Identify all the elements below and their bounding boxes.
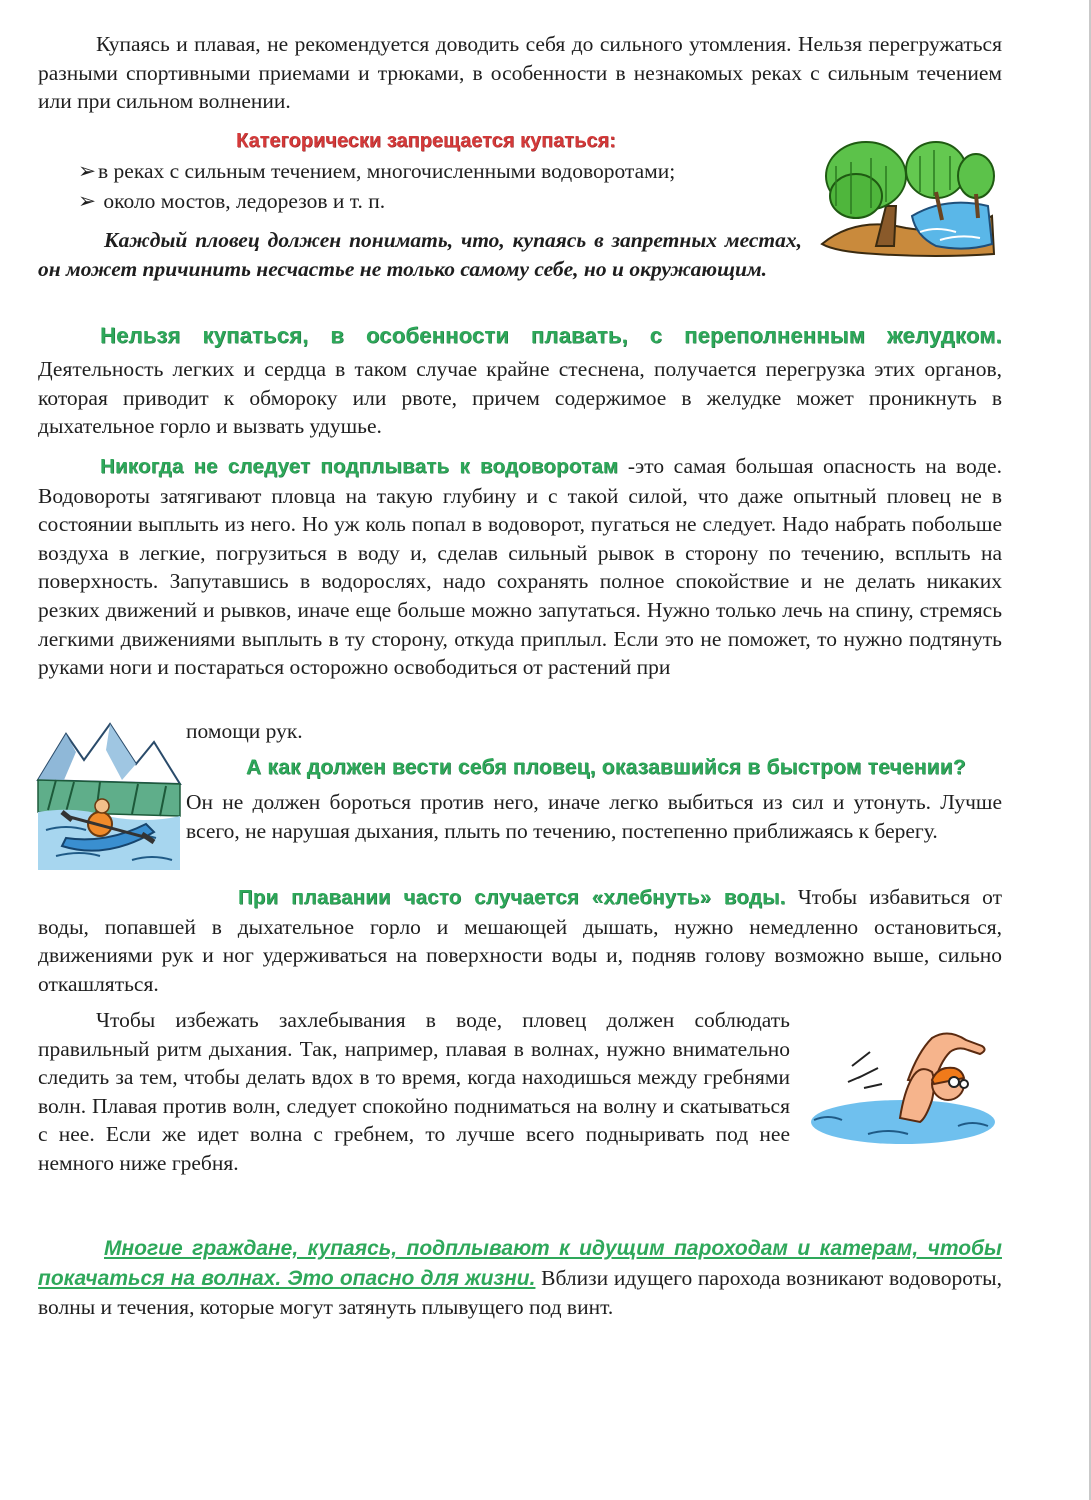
choke-heading: При плавании часто случается «хлебнуть» воды. xyxy=(238,886,786,909)
arrow-bullet-icon: ➢ xyxy=(78,159,97,183)
intro-paragraph: Купаясь и плавая, не рекомендуется доводить себя до сильного утомления. Нельзя перегружаться разными спортивными приемами и трюками, в особенности в незнакомых реках с сильным течением или при сильном волнении. xyxy=(38,32,1002,114)
arrow-bullet-icon: ➢ xyxy=(78,189,97,213)
stomach-paragraph: Деятельность легких и сердца в таком случае крайне стеснена, получается перегрузка этих органов, которая приводит к обмороку или рвоте, причем содержимое в желудке может проникнуть в дыхательное горло и вызвать удушье. xyxy=(38,357,1002,439)
whirlpool-tail: помощи рук. xyxy=(186,719,303,743)
current-paragraph: Он не должен бороться против него, иначе легко выбиться из сил и утонуть. Лучше всего, не нарушая дыхания, плыть по течению, постепенно приближаясь к берегу. xyxy=(186,790,1002,843)
swimmer-illustration xyxy=(808,1022,998,1148)
whirlpool-paragraph xyxy=(38,452,1002,682)
ships-paragraph xyxy=(38,1234,1002,1322)
whirlpool-heading: Никогда не следует подплывать к водоворотам xyxy=(100,455,619,478)
breathing-paragraph: Чтобы избежать захлебывания в воде, пловец должен соблюдать правильный ритм дыхания. Так, например, плавая в волнах, нужно внимательно следить за тем, чтобы делать вдох в то время, когда находишься между гребнями волн. Плавая против волн, следует спокойно подниматься на волну и скатываться с нее. Если же идет волна с гребнем, то лучше всего подныривать под нее немного ниже гребня. xyxy=(38,1008,790,1175)
kayak-in-mountains-illustration xyxy=(36,720,182,874)
ships-text: Вблизи идущего парохода возникают водовороты, волны и течения, которые могут затянуть плывущего под винт. xyxy=(38,1265,1002,1320)
choke-paragraph xyxy=(38,883,1002,998)
warning-paragraph: Каждый пловец должен понимать, что, купаясь в запретных местах, он может причинить несчастье не только самому себе, но и окружающим. xyxy=(38,228,802,281)
river-with-trees-illustration xyxy=(816,136,998,260)
prohibited-item: ➢в реках с сильным течением, многочисленными водоворотами; xyxy=(78,159,676,183)
prohibited-heading: Категорически запрещается купаться: xyxy=(236,130,616,152)
stomach-heading: Нельзя купаться, в особенности плавать, с переполненным желудком. xyxy=(100,323,1002,348)
ships-heading: Многие граждане, купаясь, подплывают к идущим пароходам и катерам, чтобы покачаться на волнах. Это опасно для жизни. xyxy=(38,1237,1002,1290)
current-heading: А как должен вести себя пловец, оказавшийся в быстром течении? xyxy=(246,756,966,779)
prohibited-item: ➢ около мостов, ледорезов и т. п. xyxy=(78,189,386,213)
whirlpool-text: -это самая большая опасность на воде. Водовороты затягивают пловца на такую глубину и с такой силой, что даже опытный пловец не в состоянии выплыть из него. Но уж коль попал в водоворот, пугаться не следует. Надо набрать побольше воздуха в легкие, погрузиться в воду и, сделав сильный рывок в сторону по течению, всплыть на поверхность. Запутавшись в водорослях, надо сохранять полное спокойствие и не делать никаких резких движений и рывков, иначе еще больше можно запутаться. Нужно только лечь на спину, стремясь легкими движениями выплыть в ту сторону, откуда приплыл. Если это не поможет, то нужно подтянуть руками ноги и постараться осторожно освободиться от растений при xyxy=(38,454,1002,680)
choke-text: Чтобы избавиться от воды, попавшей в дыхательное горло и мешающей дышать, нужно немедленно остановиться, движениями рук и ног удерживаться на поверхности воды и, подняв голову возможно выше, сильно откашляться. xyxy=(38,885,1002,996)
